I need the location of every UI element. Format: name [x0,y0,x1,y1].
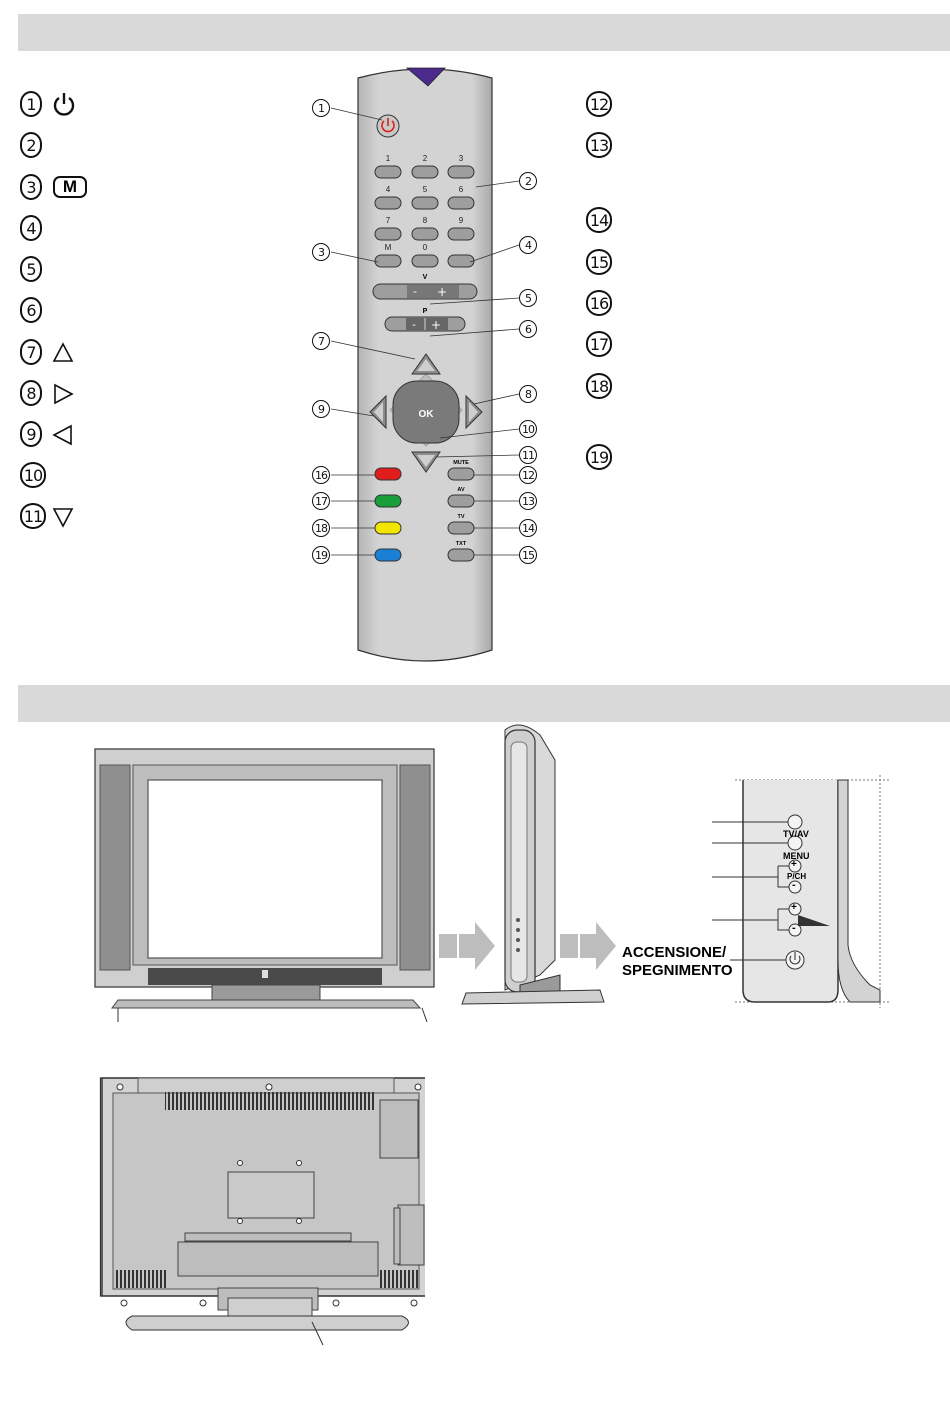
legend-number-5: 5 [20,256,42,282]
remote-txt-label: TXT [455,541,467,547]
remote-callout-6: 6 [519,320,537,338]
legend-number-10: 10 [20,462,46,488]
legend-number-8: 8 [20,380,42,406]
remote-callout-3: 3 [312,243,330,261]
triangle-down-icon [52,506,74,528]
legend-number-15: 15 [586,249,612,275]
remote-p-label: P [422,308,428,315]
remote-blue-button [375,549,401,561]
remote-txt-button [448,549,474,561]
remote-digit-6: 6 [458,185,464,194]
remote-callout-7: 7 [312,332,330,350]
remote-digit-2: 2 [422,154,428,163]
triangle-right-icon [52,383,74,405]
legend-number-18: 18 [586,373,612,399]
power-label-line2: SPEGNIMENTO [622,962,733,979]
legend-number-3: 3 [20,174,42,200]
remote-ok-button [393,381,459,443]
tv-rear-view [95,1070,425,1350]
remote-digit-7: 7 [385,216,391,225]
remote-callout-14: 14 [519,519,537,537]
triangle-up-icon [52,342,74,364]
remote-callout-8: 8 [519,385,537,403]
pch-minus: - [792,879,796,891]
remote-av-label: AV [457,487,465,493]
remote-digit-1: 1 [385,154,391,163]
legend-number-11: 11 [20,503,46,529]
remote-yellow-button [375,522,401,534]
power-icon [52,90,76,118]
triangle-left-icon [52,424,74,446]
remote-red-button [375,468,401,480]
legend-number-13: 13 [586,132,612,158]
remote-callout-19: 19 [312,546,330,564]
legend-number-6: 6 [20,297,42,323]
legend-number-14: 14 [586,207,612,233]
svg-text:-: - [412,318,416,331]
remote-digit-9: 9 [458,216,464,225]
legend-number-4: 4 [20,215,42,241]
remote-digit-5: 5 [422,185,428,194]
menu-label: MENU [783,851,810,861]
vol-minus: - [792,922,796,934]
remote-digit-8: 8 [422,216,428,225]
remote-callout-9: 9 [312,400,330,418]
remote-v-label: V [422,274,428,281]
svg-text:+: + [437,285,448,299]
pch-plus: + [791,859,797,870]
remote-m-label: M [384,243,392,252]
pch-label: P/CH [787,872,807,881]
legend-number-16: 16 [586,290,612,316]
remote-digit-4: 4 [385,185,391,194]
power-label-line1: ACCENSIONE/ [622,944,727,961]
remote-callout-4: 4 [519,236,537,254]
svg-text:+: + [431,318,442,332]
remote-callout-12: 12 [519,466,537,484]
remote-callout-17: 17 [312,492,330,510]
section-header-tv [18,685,950,722]
tvav-label: TV/AV [783,829,809,839]
remote-power-button [377,115,399,137]
legend-number-9: 9 [20,421,42,447]
legend-number-17: 17 [586,331,612,357]
remote-callout-10: 10 [519,420,537,438]
remote-program-rocker [385,317,465,331]
remote-green-button [375,495,401,507]
remote-control-diagram [300,60,560,670]
legend-number-2: 2 [20,132,42,158]
remote-tv-button [448,522,474,534]
remote-av-button [448,495,474,507]
legend-number-19: 19 [586,444,612,470]
remote-digit-0: 0 [422,243,428,252]
section-header-remote [18,14,950,51]
remote-mute-label: MUTE [453,460,469,466]
m-key-icon: M [53,176,87,198]
svg-text:-: - [413,285,417,298]
legend-number-1: 1 [20,91,42,117]
vol-plus: + [791,902,797,913]
remote-callout-5: 5 [519,289,537,307]
remote-callout-15: 15 [519,546,537,564]
remote-callout-11: 11 [519,446,537,464]
remote-mute-button [448,468,474,480]
svg-text:OK: OK [418,409,434,420]
tv-side-view [455,720,615,1010]
remote-callout-13: 13 [519,492,537,510]
remote-callout-18: 18 [312,519,330,537]
legend-number-12: 12 [586,91,612,117]
remote-tv-label: TV [457,514,465,520]
remote-callout-2: 2 [519,172,537,190]
remote-callout-16: 16 [312,466,330,484]
legend-number-7: 7 [20,339,42,365]
tv-front-view [90,745,450,1025]
remote-digit-3: 3 [458,154,464,163]
remote-callout-1: 1 [312,99,330,117]
